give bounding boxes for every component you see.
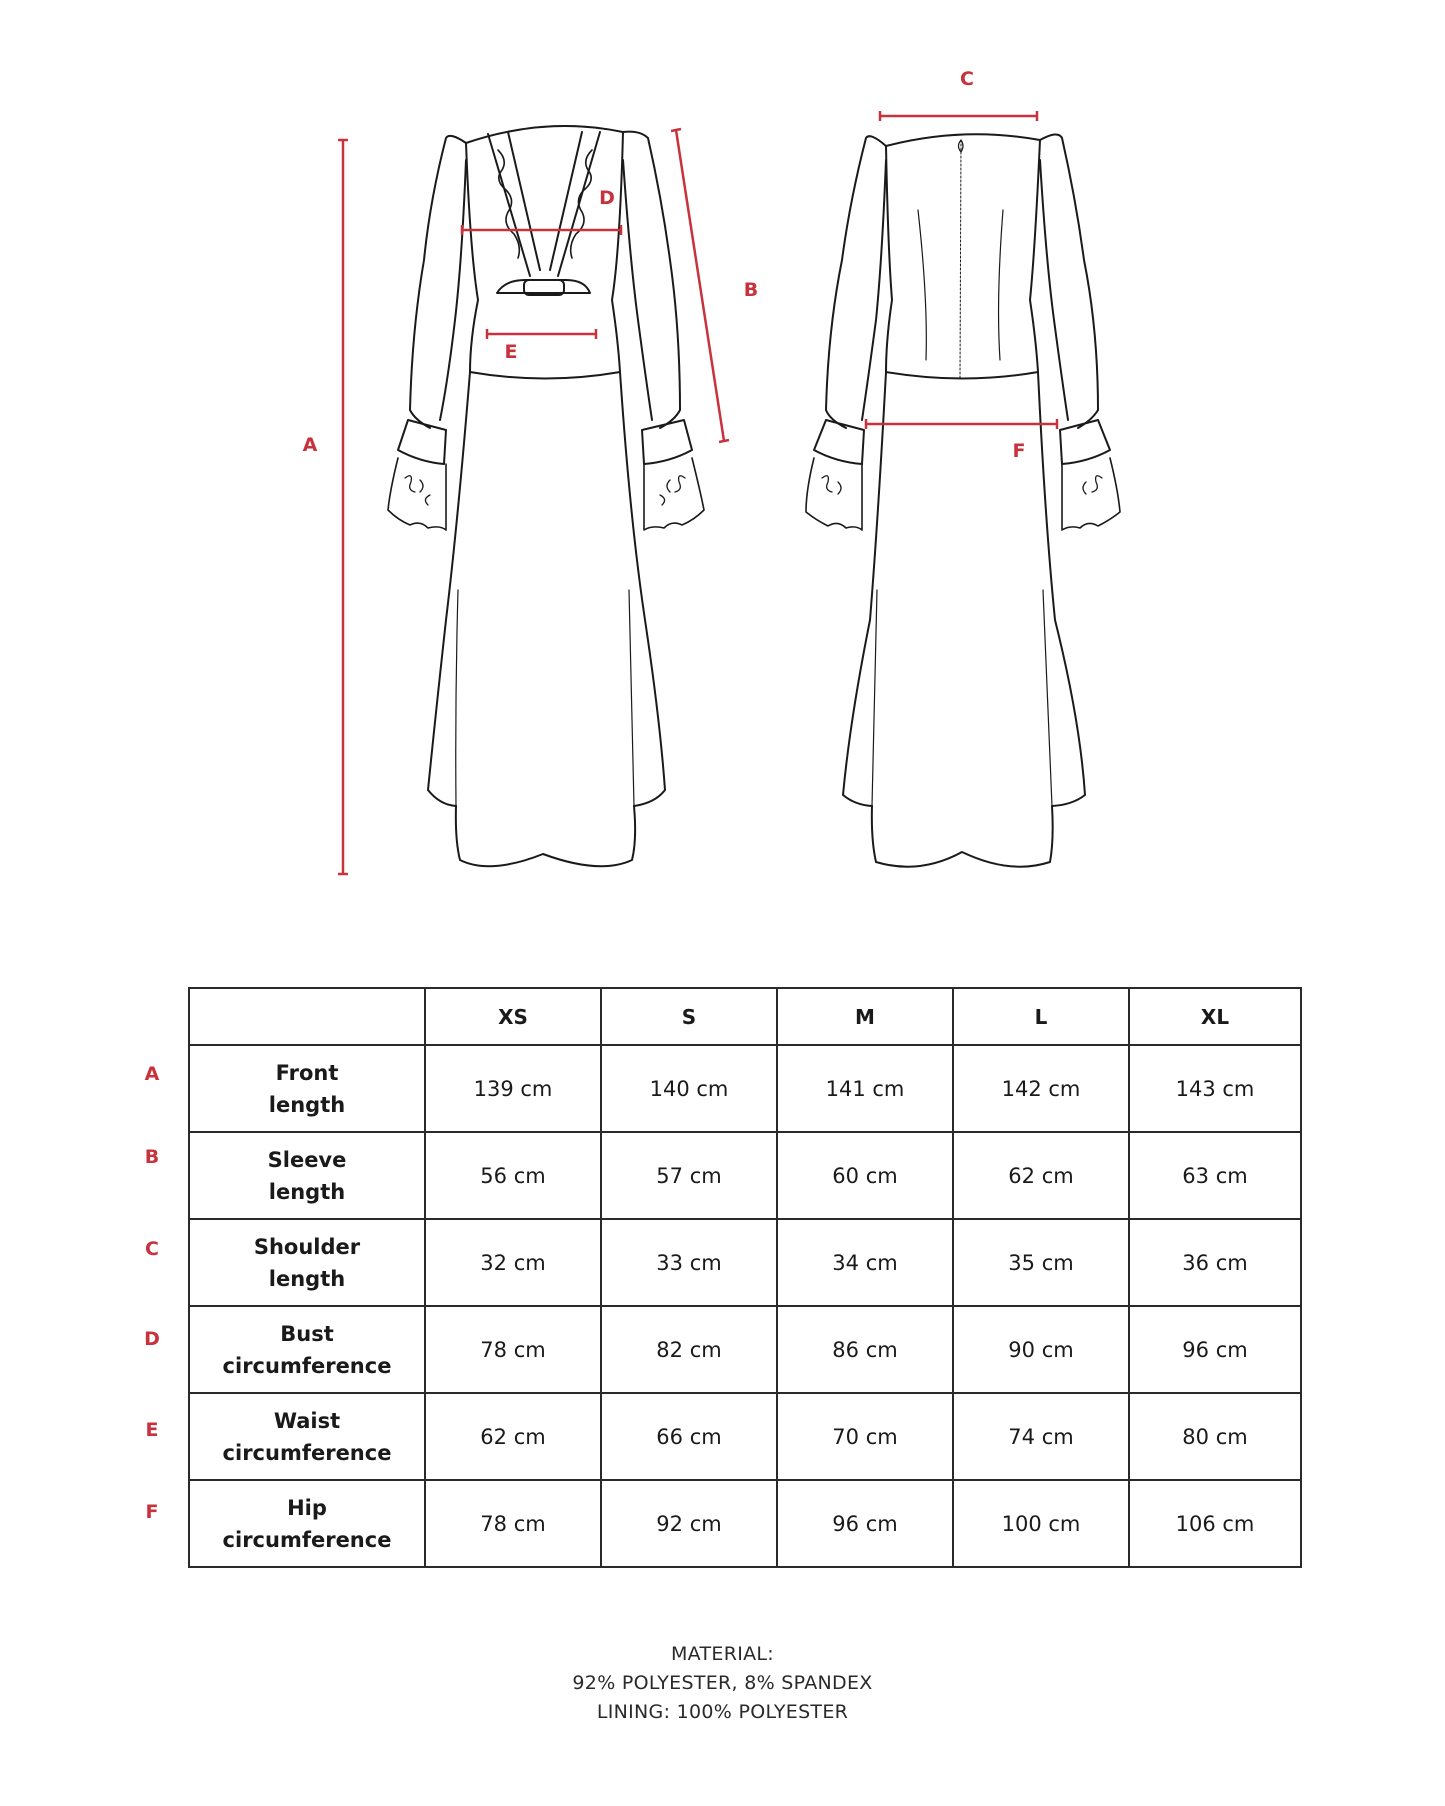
row-letter-a: A bbox=[144, 1063, 160, 1085]
table-cell: 141 cm bbox=[777, 1045, 953, 1132]
table-cell: 66 cm bbox=[601, 1393, 777, 1480]
size-chart-table bbox=[188, 987, 1302, 1568]
table-cell: 139 cm bbox=[425, 1045, 601, 1132]
table-cell: 106 cm bbox=[1129, 1480, 1301, 1567]
row-letter-c: C bbox=[145, 1238, 159, 1260]
measure-label-d: D bbox=[599, 187, 615, 209]
material-heading: MATERIAL: bbox=[670, 1643, 775, 1665]
table-row bbox=[189, 1132, 1301, 1219]
table-row bbox=[189, 1480, 1301, 1567]
table-cell: 78 cm bbox=[425, 1480, 601, 1567]
table-cell: 96 cm bbox=[777, 1480, 953, 1567]
row-header-waist-circumference bbox=[189, 1393, 425, 1480]
row-letter-f: F bbox=[145, 1501, 159, 1523]
row-header-line2: circumference bbox=[222, 1353, 392, 1378]
table-cell: 35 cm bbox=[953, 1219, 1129, 1306]
row-header-line1: Sleeve bbox=[267, 1147, 347, 1172]
row-header-line1: Shoulder bbox=[253, 1234, 361, 1259]
table-row bbox=[189, 1045, 1301, 1132]
table-cell: 57 cm bbox=[601, 1132, 777, 1219]
size-header-s: S bbox=[601, 988, 777, 1045]
corner-cell bbox=[189, 988, 425, 1045]
row-header-line2: circumference bbox=[222, 1527, 392, 1552]
table-cell: 80 cm bbox=[1129, 1393, 1301, 1480]
table-cell: 90 cm bbox=[953, 1306, 1129, 1393]
table-cell: 78 cm bbox=[425, 1306, 601, 1393]
row-header-bust-circumference bbox=[189, 1306, 425, 1393]
table-cell: 56 cm bbox=[425, 1132, 601, 1219]
table-cell: 34 cm bbox=[777, 1219, 953, 1306]
table-row bbox=[189, 1306, 1301, 1393]
table-cell: 32 cm bbox=[425, 1219, 601, 1306]
table-cell: 92 cm bbox=[601, 1480, 777, 1567]
size-header-m: M bbox=[777, 988, 953, 1045]
row-header-line2: length bbox=[268, 1266, 346, 1291]
row-header-line2: circumference bbox=[222, 1440, 392, 1465]
measure-label-f: F bbox=[1012, 440, 1026, 462]
table-header-row bbox=[189, 988, 1301, 1045]
back-view-drawing bbox=[806, 134, 1120, 866]
table-cell: 63 cm bbox=[1129, 1132, 1301, 1219]
table-cell: 100 cm bbox=[953, 1480, 1129, 1567]
front-view-drawing bbox=[388, 126, 704, 866]
measure-label-b: B bbox=[743, 279, 759, 301]
size-header-xl: XL bbox=[1129, 988, 1301, 1045]
measure-label-e: E bbox=[504, 341, 518, 363]
material-info bbox=[0, 1640, 1445, 1727]
size-header-l: L bbox=[953, 988, 1129, 1045]
table-cell: 140 cm bbox=[601, 1045, 777, 1132]
material-composition: 92% POLYESTER, 8% SPANDEX bbox=[572, 1672, 873, 1694]
row-header-line1: Hip bbox=[287, 1495, 327, 1520]
table-cell: 82 cm bbox=[601, 1306, 777, 1393]
table-cell: 36 cm bbox=[1129, 1219, 1301, 1306]
row-header-line2: length bbox=[268, 1092, 346, 1117]
measure-label-a: A bbox=[302, 434, 318, 456]
table-cell: 143 cm bbox=[1129, 1045, 1301, 1132]
table-row bbox=[189, 1393, 1301, 1480]
table-cell: 142 cm bbox=[953, 1045, 1129, 1132]
row-header-line2: length bbox=[268, 1179, 346, 1204]
row-header-line1: Front bbox=[275, 1060, 339, 1085]
row-header-hip-circumference bbox=[189, 1480, 425, 1567]
row-header-shoulder-length bbox=[189, 1219, 425, 1306]
size-header-xs: XS bbox=[425, 988, 601, 1045]
row-header-front-length bbox=[189, 1045, 425, 1132]
row-header-sleeve-length bbox=[189, 1132, 425, 1219]
table-row bbox=[189, 1219, 1301, 1306]
measure-label-c: C bbox=[960, 68, 974, 90]
table-cell: 62 cm bbox=[953, 1132, 1129, 1219]
table-cell: 86 cm bbox=[777, 1306, 953, 1393]
row-letter-e: E bbox=[145, 1419, 159, 1441]
table-cell: 62 cm bbox=[425, 1393, 601, 1480]
table-cell: 60 cm bbox=[777, 1132, 953, 1219]
row-header-line1: Bust bbox=[280, 1321, 334, 1346]
table-cell: 74 cm bbox=[953, 1393, 1129, 1480]
table-cell: 70 cm bbox=[777, 1393, 953, 1480]
row-letter-b: B bbox=[144, 1146, 160, 1168]
table-cell: 33 cm bbox=[601, 1219, 777, 1306]
row-letter-d: D bbox=[144, 1328, 160, 1350]
row-header-line1: Waist bbox=[273, 1408, 341, 1433]
table-cell: 96 cm bbox=[1129, 1306, 1301, 1393]
material-lining: LINING: 100% POLYESTER bbox=[596, 1701, 849, 1723]
